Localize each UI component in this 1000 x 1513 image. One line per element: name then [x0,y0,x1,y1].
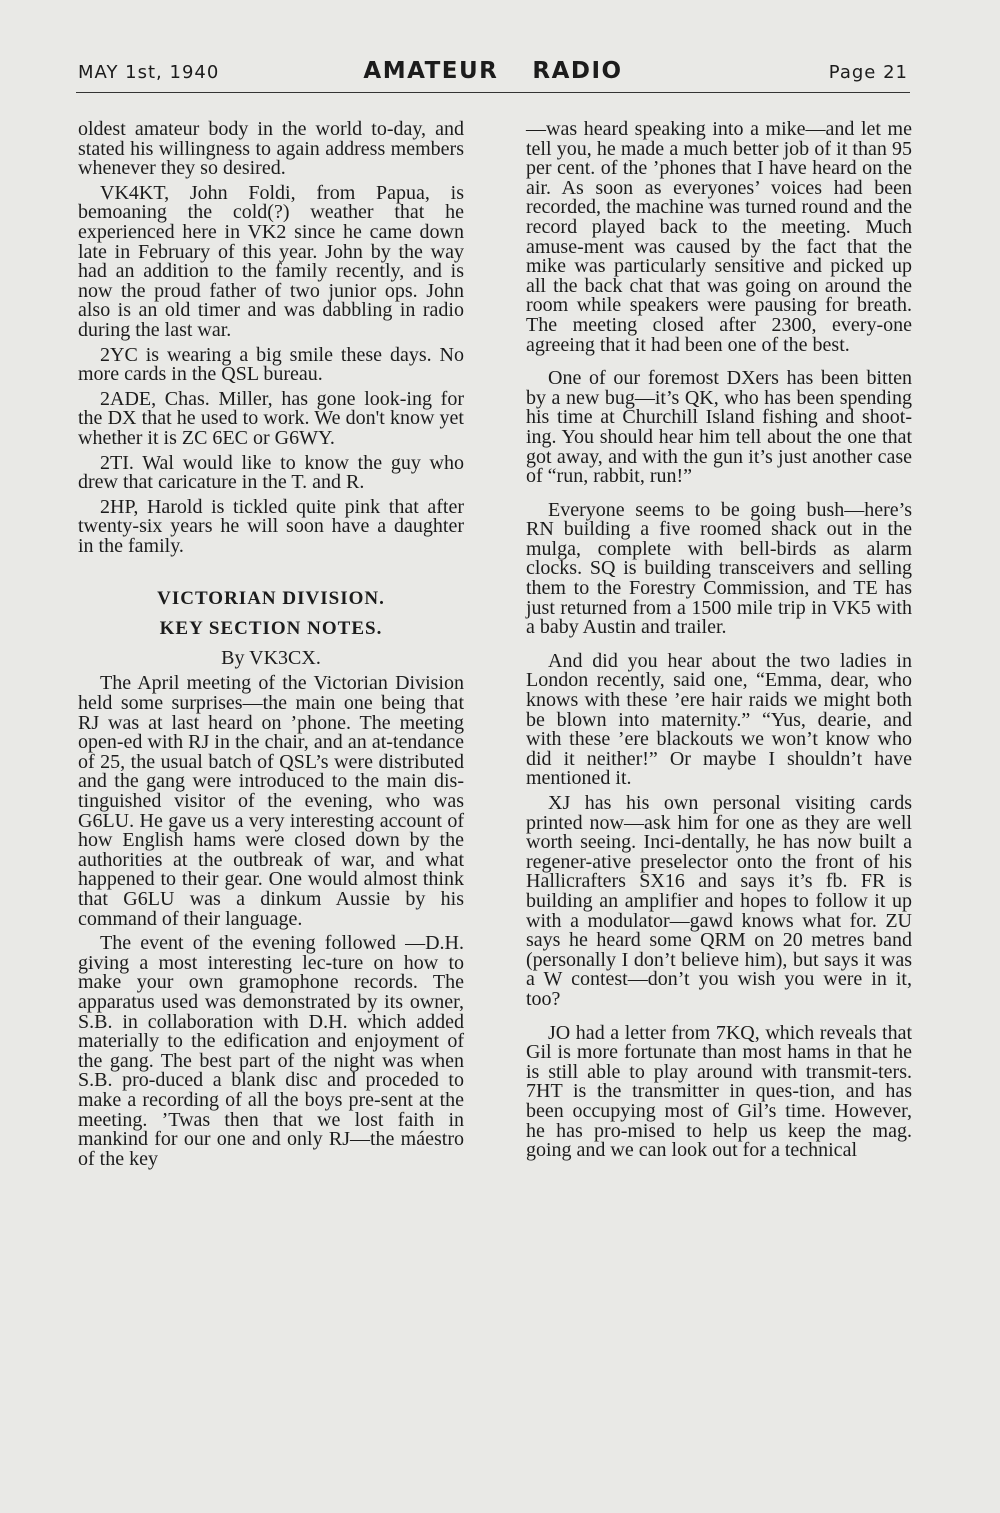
paragraph: XJ has his own personal visiting cards printed now—ask him for one as they are well worth seeing. Inci-dentally, he has now built a regener-ative preselector onto the front of his Hallicrafters SX16 and says it’s fb. FR is building an amplifier and hopes to follow it up with a modulator—gawd knows what for. ZU says he heard some QRM on 20 metres band (personally I don’t believe him), but says it was a W contest—don’t you wish you were in it, too? [526,792,912,1010]
paragraph: 2YC is wearing a big smile these days. No more cards in the QSL bureau. [78,343,464,386]
paragraph: 2HP, Harold is tickled quite pink that after twenty-six years he will soon have a daughter in the family. [78,495,464,557]
left-column [78,120,464,1174]
paragraph: JO had a letter from 7KQ, which reveals that Gil is more fortunate than most hams in that he is still able to play around with transmit-ters. 7HT is the transmitter in ques-tion, and has been occupying most of Gil’s time. However, he has pro-mised to help us keep the mag. going and we can look out for a technical [526,1021,912,1162]
right-column [526,120,912,1166]
paragraph: —was heard speaking into a mike—and let me tell you, he made a much better job of it than 95 per cent. of the ’phones that I have heard on the air. As soon as everyones’ voices had been recorded, the machine was turned round and the record played back to the meeting. Much amuse-ment was caused by the fact that the mike was particularly sensitive and picked up all the back chat that was going on around the room while speakers were pausing for breath. The meeting closed after 2300, every-one agreeing that it had been one of the best. [526,118,912,356]
paragraph: Everyone seems to be going bush—here’s RN building a five roomed shack out in the mulga, complete with bell-birds as alarm clocks. SQ is building transceivers and selling them to the Forestry Commission, and TE has just returned from a 1500 mile trip in VK5 with a baby Austin and trailer. [526,498,912,639]
header-rule [76,92,910,93]
magazine-title-word2: RADIO [532,58,623,84]
paragraph: The event of the evening followed —D.H. giving a most interesting lec-ture on how to make your own gramophone records. The apparatus used was demonstrated by its owner, S.B. in collaboration with D.H. which added materially to the edification and enjoyment of the gang. The best part of the night was when S.B. pro-duced a blank disc and proceded to make a recording of all the boys pre-sent at the meeting. ’Twas then that we lost faith in mankind for our one and only RJ—the máestro of the key [78,932,464,1170]
section-heading: VICTORIAN DIVISION. [157,588,385,610]
paragraph: 2TI. Wal would like to know the guy who drew that caricature in the T. and R. [78,451,464,494]
section-subheading: KEY SECTION NOTES. [159,618,383,640]
page-header [78,58,908,94]
issue-date: MAY 1st, 1940 [78,62,220,83]
paragraph: The April meeting of the Victorian Division held some surprises—the main one being that RJ was at last heard on ’phone. The meeting open-ed with RJ in the chair, and an at-tendance of 25, the usual batch of QSL’s were distributed and the gang were introduced to the main dis-tinguished visitor of the evening, who was G6LU. He gave us a very interesting account of how English hams were closed down by the authorities at the outbreak of war, and what happened to their gear. One would almost think that G6LU was a dinkum Aussie by his command of their language. [78,672,464,930]
paragraph: One of our foremost DXers has been bitten by a new bug—it’s QK, who has been spending his time at Churchill Island fishing and shoot-ing. You should hear him tell about the one that got away, and with the gun it’s just another case of “run, rabbit, run!” [526,367,912,488]
page-number: Page 21 [828,62,908,83]
paragraph: 2ADE, Chas. Miller, has gone look-ing for the DX that he used to work. We don't know yet whether it is ZC 6EC or G6WY. [78,387,464,449]
section-heading-block [78,584,464,672]
magazine-title-word1: AMATEUR [363,58,499,84]
paragraph: oldest amateur body in the world to-day, and stated his willingness to again address members whenever they so desired. [78,118,464,180]
paragraph: And did you hear about the two ladies in London recently, said one, “Emma, dear, who knows with these ’ere hair raids we might both be blown into maternity.” “Yus, dearie, and with these ’ere blackouts we won’t know who did it neither!” Or maybe I shouldn’t have mentioned it. [526,649,912,790]
magazine-title [78,58,908,84]
paragraph: VK4KT, John Foldi, from Papua, is bemoaning the cold(?) weather that he experienced here in VK2 since he came down late in February of this year. John by the way had an addition to the family recently, and is now the proud father of two junior ops. John also is an old timer and was dabbling in radio during the last war. [78,181,464,341]
byline: By VK3CX. [221,647,321,670]
